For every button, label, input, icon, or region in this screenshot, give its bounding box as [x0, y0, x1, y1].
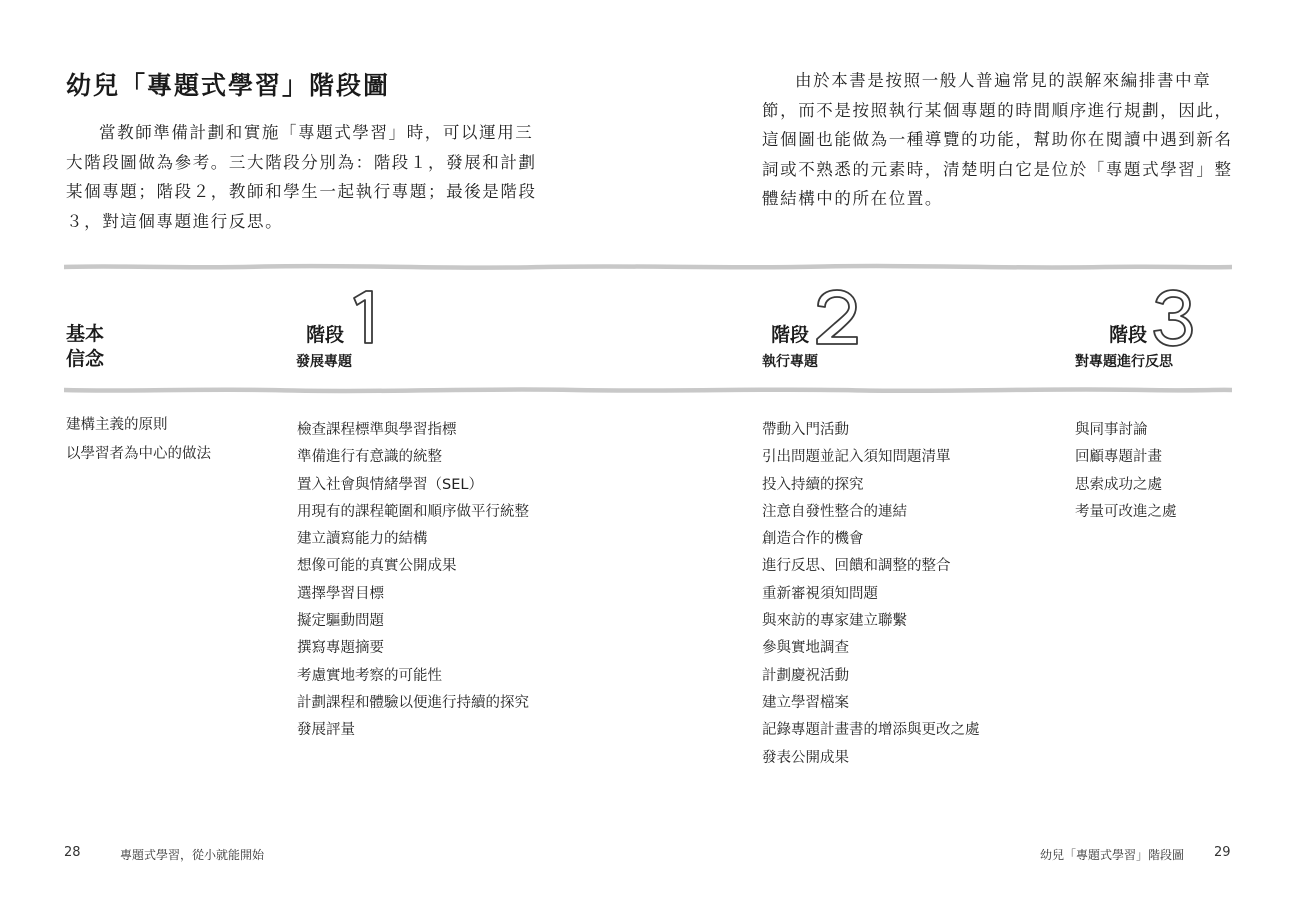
stage-3-numeral-icon [1150, 288, 1196, 348]
beliefs-list [66, 411, 211, 469]
intro-paragraph-right [762, 66, 1236, 214]
list-item: 投入持續的探究 [762, 476, 864, 493]
list-item: 重新審視須知問題 [762, 585, 878, 602]
list-item: 建立學習檔案 [762, 694, 849, 711]
stage-2-numeral-icon [812, 288, 862, 348]
list-item: 撰寫專題摘要 [297, 640, 384, 657]
list-item: 回顧專題計畫 [1075, 449, 1162, 466]
stage-1-label: 階段 [306, 324, 345, 346]
intro-right-text: 由於本書是按照一般人普遍常見的誤解來編排書中章節，而不是按照執行某個專題的時間順序進行規劃，因此，這個圖也能做為一種導覽的功能，幫助你在閱讀中遇到新名詞或不熟悉的元素時，清楚明白它是位於「專題式學習」整體結構中的所在位置。 [762, 71, 1233, 208]
stage-1-list [297, 417, 529, 745]
stage-1-numeral-icon [346, 288, 382, 348]
list-item: 創造合作的機會 [762, 531, 864, 548]
list-item: 建立讀寫能力的結構 [297, 531, 428, 548]
beliefs-heading-line2: 信念 [66, 348, 105, 370]
stage-2-subtitle: 執行專題 [762, 354, 818, 370]
list-item: 進行反思、回饋和調整的整合 [762, 558, 951, 575]
stage-3-number: 3 [1150, 288, 1151, 289]
list-item: 思索成功之處 [1075, 476, 1162, 493]
list-item: 建構主義的原則 [66, 417, 168, 433]
list-item: 帶動入門活動 [762, 422, 849, 438]
list-item: 與同事討論 [1075, 422, 1148, 438]
list-item: 考慮實地考察的可能性 [297, 667, 442, 684]
stage-2-list [762, 417, 980, 772]
list-item: 以學習者為中心的做法 [66, 446, 211, 462]
list-item: 考量可改進之處 [1075, 503, 1177, 520]
beliefs-heading-line1: 基本 [66, 323, 105, 345]
divider-rule-middle [64, 386, 1232, 394]
list-item: 置入社會與情緒學習（SEL） [297, 476, 483, 493]
list-item: 與來訪的專家建立聯繫 [762, 613, 907, 630]
stage-3-subtitle: 對專題進行反思 [1075, 354, 1173, 370]
list-item: 計劃課程和體驗以便進行持續的探究 [297, 694, 529, 711]
left-page-number: 28 [64, 845, 81, 860]
right-running-title: 幼兒「專題式學習」階段圖 [1040, 848, 1185, 862]
stage-2-label: 階段 [771, 324, 810, 346]
list-item: 發表公開成果 [762, 749, 849, 766]
stage-1-subtitle: 發展專題 [296, 354, 352, 370]
list-item: 計劃慶祝活動 [762, 667, 849, 684]
list-item: 注意自發性整合的連結 [762, 503, 907, 520]
list-item: 參與實地調查 [762, 640, 849, 657]
left-running-title: 專題式學習，從小就能開始 [120, 848, 265, 862]
list-item: 用現有的課程範圍和順序做平行統整 [297, 503, 529, 520]
page-title: 幼兒「專題式學習」階段圖 [66, 71, 391, 100]
list-item: 選擇學習目標 [297, 585, 384, 602]
list-item: 想像可能的真實公開成果 [297, 558, 457, 575]
right-page-number: 29 [1214, 845, 1231, 860]
intro-paragraph-left [66, 118, 541, 236]
intro-left-text: 當教師準備計劃和實施「專題式學習」時，可以運用三大階段圖做為參考。三大階段分別為：階段１，發展和計劃某個專題；階段２，教師和學生一起執行專題；最後是階段３，對這個專題進行反思。 [66, 123, 537, 231]
stage-3-label: 階段 [1109, 324, 1148, 346]
list-item: 引出問題並記入須知問題清單 [762, 449, 951, 466]
list-item: 檢查課程標準與學習指標 [297, 422, 457, 438]
beliefs-heading [66, 322, 104, 372]
stage-1-number: 1 [346, 288, 347, 289]
list-item: 發展評量 [297, 722, 355, 739]
stage-3-list [1075, 417, 1177, 526]
list-item: 擬定驅動問題 [297, 613, 384, 630]
stage-2-number: 2 [812, 288, 813, 289]
list-item: 記錄專題計畫書的增添與更改之處 [762, 722, 980, 739]
list-item: 準備進行有意識的統整 [297, 449, 442, 466]
divider-rule-top [64, 263, 1232, 271]
